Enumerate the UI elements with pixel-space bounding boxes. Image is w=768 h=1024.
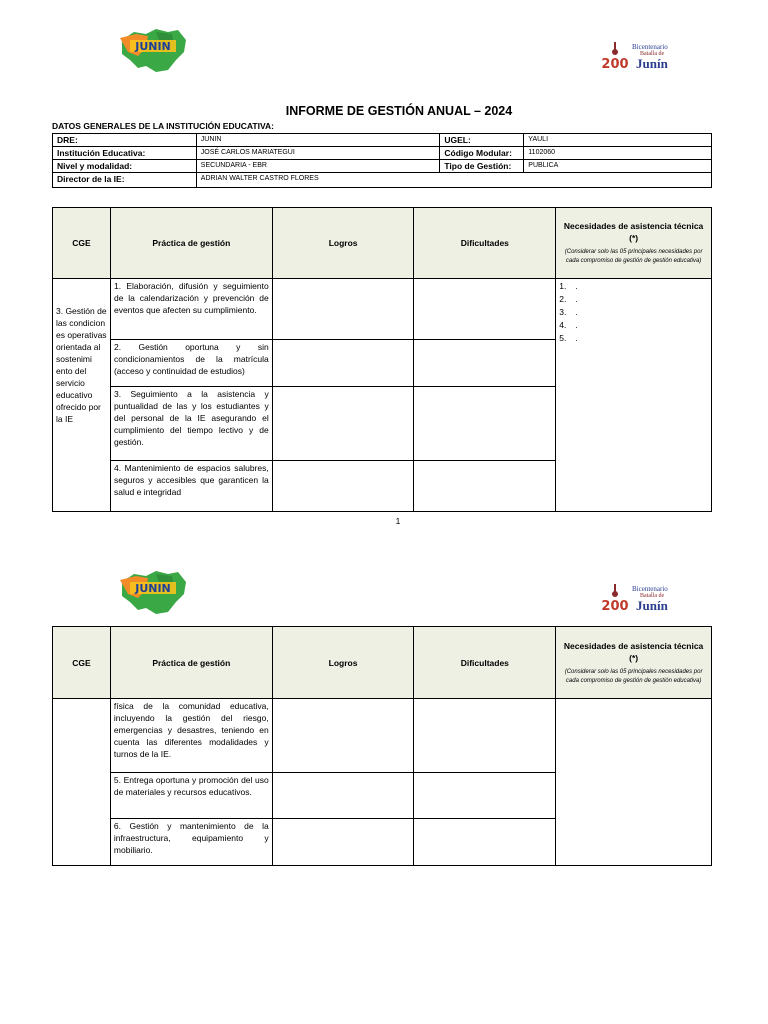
header-logros: Logros: [272, 208, 414, 279]
ugel-value: YAULI: [524, 134, 712, 147]
logros-cell: [272, 279, 414, 340]
tipo-label: Tipo de Gestión:: [440, 160, 524, 173]
svg-text:JUNIN: JUNIN: [135, 40, 171, 53]
needs-item: 4. .: [559, 320, 578, 330]
logros-cell: [272, 340, 414, 387]
general-data-table: [52, 133, 712, 188]
header-practica: Práctica de gestión: [110, 627, 272, 699]
needs-cell: [556, 279, 712, 512]
dre-value: JUNIN: [196, 134, 440, 147]
page-title: INFORME DE GESTIÓN ANUAL – 2024: [285, 104, 513, 118]
practice-item: 3. Seguimiento a la asistencia y puntualidad de las y los estudiantes y del personal de la IE asegurando el cumplimiento del tiempo lectivo y de gestión.: [110, 387, 272, 461]
ie-value: JOSÉ CARLOS MARIATEGUI: [196, 147, 440, 160]
needs-cell: [556, 699, 712, 866]
ie-label: Institución Educativa:: [53, 147, 197, 160]
header-cge: CGE: [53, 627, 111, 699]
dificultades-cell: [414, 773, 556, 819]
practice-item: 1. Elaboración, difusión y seguimiento de la calendarización y prevención de eventos que afecten su cumplimiento.: [110, 279, 272, 340]
practice-item: 5. Entrega oportuna y promoción del uso de materiales y recursos educativos.: [110, 773, 272, 819]
logros-cell: [272, 699, 414, 773]
needs-item: 1. .: [559, 281, 578, 291]
dificultades-cell: [414, 819, 556, 866]
needs-list: [559, 280, 708, 345]
dificultades-cell: [414, 279, 556, 340]
junin-logo: [116, 26, 188, 79]
director-label: Director de la IE:: [53, 173, 197, 188]
management-table-page2: [52, 626, 712, 866]
nivel-label: Nivel y modalidad:: [53, 160, 197, 173]
header-dificultades: Dificultades: [414, 208, 556, 279]
dificultades-cell: [414, 387, 556, 461]
cge-cell: 3. Gestión de las condicion es operativas orientada al sostenimi ento del servicio educativo ofrecido por la IE: [53, 279, 111, 512]
bicentenario-logo: 200 Bicentenario Batalla de Junín: [601, 43, 668, 72]
svg-text:JUNIN: JUNIN: [135, 582, 171, 595]
logros-cell: [272, 773, 414, 819]
dre-label: DRE:: [53, 134, 197, 147]
header-practica: Práctica de gestión: [110, 208, 272, 279]
cge-cell: [53, 699, 111, 866]
practice-item: 6. Gestión y mantenimiento de la infraestructura, equipamiento y mobiliario.: [110, 819, 272, 866]
section-subtitle: DATOS GENERALES DE LA INSTITUCIÓN EDUCATIVA:: [52, 121, 274, 131]
codigo-value: 1102060: [524, 147, 712, 160]
logros-cell: [272, 387, 414, 461]
dificultades-cell: [414, 340, 556, 387]
junin-logo: [116, 568, 188, 621]
management-table-page1: [52, 207, 712, 512]
svg-text:200: 200: [601, 599, 629, 614]
svg-text:200: 200: [601, 57, 629, 72]
header-cge: CGE: [53, 208, 111, 279]
header-necesidades: Necesidades de asistencia técnica (*) (Considerar solo las 05 principales necesidades por cada compromiso de gestión de gestión educativa): [556, 208, 712, 279]
ugel-label: UGEL:: [440, 134, 524, 147]
nivel-value: SECUNDARIA - EBR: [196, 160, 440, 173]
needs-item: 2. .: [559, 294, 578, 304]
dificultades-cell: [414, 699, 556, 773]
header-logros: Logros: [272, 627, 414, 699]
tipo-value: PUBLICA: [524, 160, 712, 173]
logros-cell: [272, 461, 414, 512]
needs-item: 3. .: [559, 307, 578, 317]
director-value: ADRIAN WALTER CASTRO FLORES: [196, 173, 711, 188]
codigo-label: Código Modular:: [440, 147, 524, 160]
practice-item: física de la comunidad educativa, incluyendo la gestión del riesgo, emergencias y desastres, teniendo en cuenta las diferentes modalidades y turnos de la IE.: [110, 699, 272, 773]
header-dificultades: Dificultades: [414, 627, 556, 699]
practice-item: 2. Gestión oportuna y sin condicionamientos de la matrícula (acceso y continuidad de estudios): [110, 340, 272, 387]
page-number: 1: [395, 516, 401, 526]
header-necesidades: Necesidades de asistencia técnica (*) (Considerar solo las 05 principales necesidades por cada compromiso de gestión de gestión educativa): [556, 627, 712, 699]
needs-item: 5. .: [559, 333, 578, 343]
practice-item: 4. Mantenimiento de espacios salubres, seguros y accesibles que garanticen la salud e integridad: [110, 461, 272, 512]
logros-cell: [272, 819, 414, 866]
dificultades-cell: [414, 461, 556, 512]
bicentenario-logo: 200 Bicentenario Batalla de Junín: [601, 585, 668, 614]
